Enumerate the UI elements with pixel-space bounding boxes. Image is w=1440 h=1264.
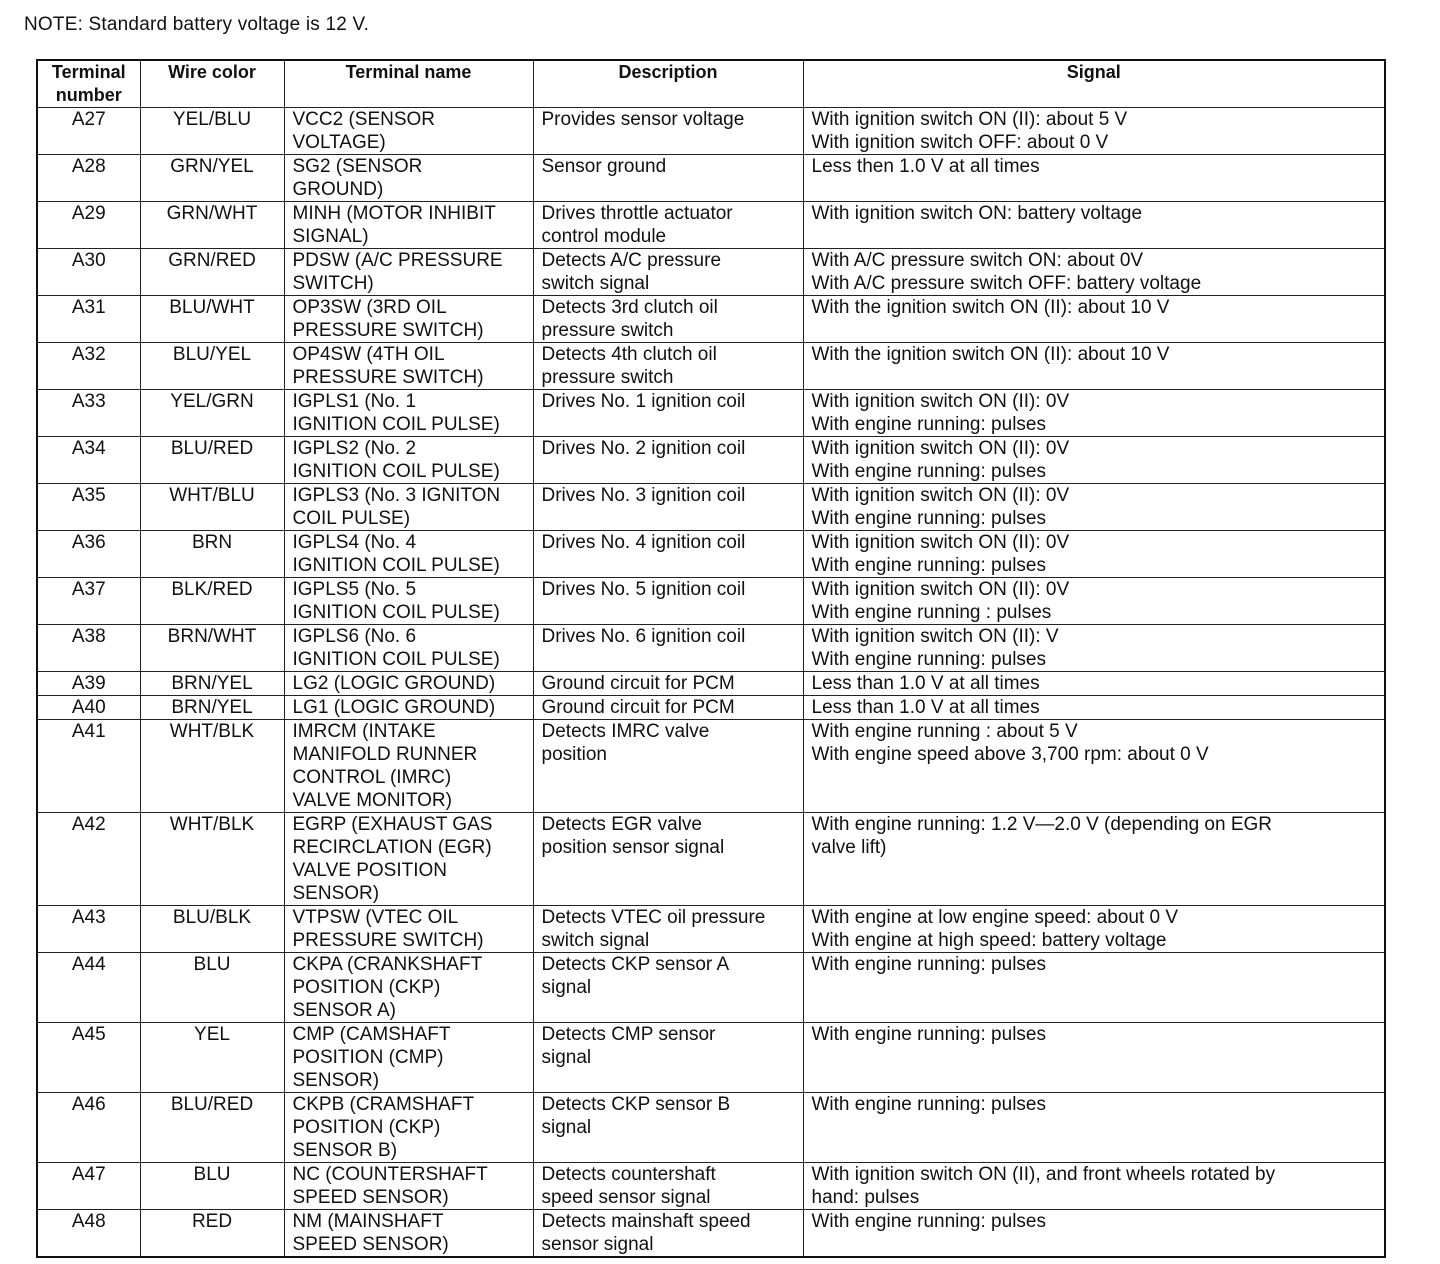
terminal-name-line: CONTROL (IMRC) [292,767,452,788]
description-line: Sensor ground [541,156,667,177]
description-line: Provides sensor voltage [541,109,745,130]
description-cell [533,720,803,813]
description-cell [533,696,803,720]
signal-line: With engine running: pulses [811,1024,1046,1045]
terminal-number-cell: A46 [37,1093,140,1163]
header-terminal-line-2: number [55,85,122,105]
signal-line: With engine running : about 5 V [811,721,1078,742]
table-row [37,813,1385,906]
terminal-name-line: VCC2 (SENSOR [292,109,436,130]
signal-line: With ignition switch ON (II), and front wheels rotated by [811,1164,1276,1185]
terminal-name-line: OP3SW (3RD OIL [292,297,447,318]
table-row [37,672,1385,696]
description-line: position [541,744,607,765]
signal-cell [803,1210,1385,1258]
terminal-name-cell [284,696,533,720]
description-line: switch signal [541,930,650,951]
signal-line: Less than 1.0 V at all times [811,697,1040,718]
description-cell [533,108,803,155]
terminal-number-cell: A44 [37,953,140,1023]
signal-line: With ignition switch ON (II): 0V [811,579,1070,600]
terminal-name-line: SPEED SENSOR) [292,1234,449,1255]
table-row [37,578,1385,625]
terminal-number-cell: A33 [37,390,140,437]
terminal-number-cell: A36 [37,531,140,578]
terminal-name-line: PDSW (A/C PRESSURE [292,250,503,271]
description-line: control module [541,226,667,247]
table-row [37,249,1385,296]
description-line: signal [541,977,592,998]
terminal-name-line: IGNITION COIL PULSE) [292,602,500,623]
header-wire-color: Wire color [140,60,284,108]
signal-cell [803,953,1385,1023]
table-row [37,343,1385,390]
table-row [37,484,1385,531]
signal-line: With ignition switch ON (II): 0V [811,532,1070,553]
signal-line: With engine at high speed: battery voltage [811,930,1167,951]
terminal-name-line: POSITION (CMP) [292,1047,444,1068]
terminal-name-cell [284,531,533,578]
terminal-name-cell [284,296,533,343]
signal-line: With A/C pressure switch ON: about 0V [811,250,1144,271]
terminal-number-cell: A27 [37,108,140,155]
description-cell [533,813,803,906]
description-cell [533,578,803,625]
wire-color-cell: BLU/WHT [140,296,284,343]
signal-cell [803,390,1385,437]
header-terminal-name: Terminal name [284,60,533,108]
terminal-name-cell [284,155,533,202]
table-row [37,296,1385,343]
wire-color-cell: BLU/BLK [140,906,284,953]
signal-line: With engine speed above 3,700 rpm: about 0 V [811,744,1209,765]
wire-color-cell: YEL/GRN [140,390,284,437]
header-signal: Signal [803,60,1385,108]
terminal-name-line: PRESSURE SWITCH) [292,367,484,388]
terminal-name-line: OP4SW (4TH OIL [292,344,445,365]
signal-line: With the ignition switch ON (II): about 10 V [811,344,1170,365]
signal-cell [803,249,1385,296]
description-line: Detects EGR valve [541,814,702,835]
signal-line: With ignition switch ON (II): 0V [811,391,1070,412]
terminal-name-line: VOLTAGE) [292,132,386,153]
table-row [37,906,1385,953]
terminal-name-line: IGPLS6 (No. 6 [292,626,417,647]
terminal-name-line: SENSOR A) [292,1000,396,1021]
signal-cell [803,625,1385,672]
signal-cell [803,531,1385,578]
terminal-name-line: NC (COUNTERSHAFT [292,1164,488,1185]
terminal-number-cell: A39 [37,672,140,696]
description-line: Detects CKP sensor A [541,954,730,975]
wire-color-cell: WHT/BLK [140,813,284,906]
wire-color-cell: BLU/YEL [140,343,284,390]
terminal-name-cell [284,390,533,437]
header-terminal-line-1: Terminal [51,62,126,82]
terminal-name-cell [284,672,533,696]
table-row [37,437,1385,484]
description-line: Drives No. 4 ignition coil [541,532,746,553]
table-row [37,1023,1385,1093]
table-row [37,1093,1385,1163]
terminal-number-cell: A42 [37,813,140,906]
terminal-name-line: IGPLS2 (No. 2 [292,438,417,459]
table-row [37,1210,1385,1258]
header-terminal-number [37,60,140,108]
signal-cell [803,720,1385,813]
terminal-number-cell: A37 [37,578,140,625]
terminal-number-cell: A48 [37,1210,140,1258]
terminal-number-cell: A43 [37,906,140,953]
terminal-number-cell: A28 [37,155,140,202]
terminal-name-cell [284,108,533,155]
description-line: pressure switch [541,320,674,341]
terminal-name-line: LG1 (LOGIC GROUND) [292,697,496,718]
terminal-number-cell: A31 [37,296,140,343]
signal-cell [803,1093,1385,1163]
terminal-name-cell [284,953,533,1023]
terminal-number-cell: A32 [37,343,140,390]
description-line: switch signal [541,273,650,294]
terminal-name-cell [284,906,533,953]
terminal-name-line: IGNITION COIL PULSE) [292,555,500,576]
signal-line: With A/C pressure switch OFF: battery voltage [811,273,1202,294]
terminal-name-line: IGPLS4 (No. 4 [292,532,417,553]
terminal-name-line: SIGNAL) [292,226,369,247]
description-line: Ground circuit for PCM [541,673,735,694]
terminal-name-line: IMRCM (INTAKE [292,721,436,742]
terminal-name-cell [284,202,533,249]
wire-color-cell: WHT/BLU [140,484,284,531]
terminal-name-line: GROUND) [292,179,384,200]
terminal-name-line: CKPB (CRAMSHAFT [292,1094,475,1115]
description-cell [533,202,803,249]
table-row [37,155,1385,202]
signal-line: With ignition switch ON (II): 0V [811,438,1070,459]
table-row [37,1163,1385,1210]
signal-line: With ignition switch ON (II): about 5 V [811,109,1128,130]
table-row [37,531,1385,578]
description-cell [533,155,803,202]
description-line: Detects CKP sensor B [541,1094,731,1115]
signal-line: With engine running: pulses [811,1211,1046,1232]
signal-cell [803,696,1385,720]
signal-line: valve lift) [811,837,887,858]
terminal-name-cell [284,1093,533,1163]
description-cell [533,1093,803,1163]
terminal-name-line: SG2 (SENSOR [292,156,423,177]
signal-cell [803,672,1385,696]
terminal-name-line: CKPA (CRANKSHAFT [292,954,483,975]
description-cell [533,906,803,953]
signal-cell [803,484,1385,531]
table-row [37,625,1385,672]
description-cell [533,484,803,531]
terminal-name-cell [284,1023,533,1093]
terminal-name-line: SWITCH) [292,273,374,294]
description-line: sensor signal [541,1234,654,1255]
terminal-name-line: RECIRCLATION (EGR) [292,837,492,858]
signal-line: With engine running: pulses [811,461,1046,482]
description-line: Detects CMP sensor [541,1024,716,1045]
wire-color-cell: RED [140,1210,284,1258]
signal-line: With ignition switch ON: battery voltage [811,203,1143,224]
terminal-table [36,59,1386,1258]
description-cell [533,437,803,484]
description-line: speed sensor signal [541,1187,711,1208]
wire-color-cell: GRN/RED [140,249,284,296]
table-body [37,108,1385,1258]
terminal-name-line: VALVE MONITOR) [292,790,452,811]
table-row [37,953,1385,1023]
wire-color-cell: BLU/RED [140,437,284,484]
table-row [37,720,1385,813]
terminal-number-cell: A41 [37,720,140,813]
wire-color-cell: BRN [140,531,284,578]
signal-cell [803,343,1385,390]
description-line: Detects 3rd clutch oil [541,297,718,318]
signal-line: With engine running: pulses [811,414,1046,435]
signal-line: With ignition switch ON (II): V [811,626,1059,647]
terminal-name-line: CMP (CAMSHAFT [292,1024,451,1045]
signal-line: With ignition switch ON (II): 0V [811,485,1070,506]
terminal-name-cell [284,343,533,390]
battery-voltage-note: NOTE: Standard battery voltage is 12 V. [24,14,370,35]
signal-line: With engine running: pulses [811,954,1046,975]
signal-cell [803,813,1385,906]
description-cell [533,249,803,296]
description-cell [533,953,803,1023]
description-cell [533,1023,803,1093]
description-line: signal [541,1117,592,1138]
table-header-row [37,60,1385,108]
signal-line: With engine running: pulses [811,555,1046,576]
description-line: Drives No. 3 ignition coil [541,485,746,506]
signal-line: With engine running : pulses [811,602,1052,623]
signal-line: With engine running: 1.2 V—2.0 V (depending on EGR [811,814,1273,835]
signal-cell [803,578,1385,625]
terminal-name-line: IGNITION COIL PULSE) [292,461,500,482]
description-line: Drives No. 6 ignition coil [541,626,746,647]
terminal-name-cell [284,625,533,672]
terminal-name-cell [284,249,533,296]
signal-line: hand: pulses [811,1187,920,1208]
signal-cell [803,202,1385,249]
terminal-number-cell: A29 [37,202,140,249]
description-cell [533,672,803,696]
description-cell [533,296,803,343]
header-description: Description [533,60,803,108]
signal-line: With engine running: pulses [811,508,1046,529]
terminal-name-line: IGNITION COIL PULSE) [292,649,500,670]
terminal-name-line: SPEED SENSOR) [292,1187,449,1208]
terminal-name-line: POSITION (CKP) [292,977,441,998]
signal-line: With engine running: pulses [811,649,1046,670]
terminal-name-line: PRESSURE SWITCH) [292,930,484,951]
terminal-number-cell: A30 [37,249,140,296]
terminal-name-cell [284,437,533,484]
terminal-name-cell [284,484,533,531]
terminal-name-line: IGPLS5 (No. 5 [292,579,417,600]
description-line: Detects VTEC oil pressure [541,907,766,928]
description-line: Ground circuit for PCM [541,697,735,718]
terminal-name-line: SENSOR) [292,883,380,904]
description-cell [533,625,803,672]
wire-color-cell: GRN/YEL [140,155,284,202]
table-row [37,696,1385,720]
terminal-name-line: IGNITION COIL PULSE) [292,414,500,435]
description-line: Drives No. 2 ignition coil [541,438,746,459]
description-cell [533,1210,803,1258]
terminal-name-cell [284,813,533,906]
signal-line: With engine at low engine speed: about 0 V [811,907,1179,928]
description-line: position sensor signal [541,837,725,858]
description-line: Drives No. 5 ignition coil [541,579,746,600]
description-line: Drives throttle actuator [541,203,733,224]
wire-color-cell: BRN/YEL [140,696,284,720]
terminal-name-line: VTPSW (VTEC OIL [292,907,459,928]
description-line: Detects mainshaft speed [541,1211,751,1232]
wire-color-cell: BRN/WHT [140,625,284,672]
signal-cell [803,296,1385,343]
terminal-name-line: MANIFOLD RUNNER [292,744,478,765]
description-line: Detects IMRC valve [541,721,710,742]
description-line: Drives No. 1 ignition coil [541,391,746,412]
wire-color-cell: BRN/YEL [140,672,284,696]
terminal-name-line: NM (MAINSHAFT [292,1211,444,1232]
terminal-name-line: VALVE POSITION [292,860,448,881]
terminal-name-cell [284,1210,533,1258]
terminal-name-line: PRESSURE SWITCH) [292,320,484,341]
terminal-name-line: SENSOR) [292,1070,380,1091]
description-cell [533,531,803,578]
terminal-name-line: POSITION (CKP) [292,1117,441,1138]
terminal-name-line: MINH (MOTOR INHIBIT [292,203,496,224]
terminal-name-cell [284,1163,533,1210]
terminal-number-cell: A40 [37,696,140,720]
wire-color-cell: WHT/BLK [140,720,284,813]
wire-color-cell: GRN/WHT [140,202,284,249]
description-cell [533,1163,803,1210]
signal-cell [803,906,1385,953]
terminal-name-line: LG2 (LOGIC GROUND) [292,673,496,694]
description-line: Detects A/C pressure [541,250,722,271]
wire-color-cell: BLK/RED [140,578,284,625]
description-line: pressure switch [541,367,674,388]
signal-cell [803,437,1385,484]
description-line: Detects countershaft [541,1164,716,1185]
signal-line: Less than 1.0 V at all times [811,673,1040,694]
terminal-name-line: COIL PULSE) [292,508,411,529]
wire-color-cell: BLU/RED [140,1093,284,1163]
description-line: Detects 4th clutch oil [541,344,717,365]
wire-color-cell: BLU [140,953,284,1023]
terminal-number-cell: A47 [37,1163,140,1210]
terminal-name-line: IGPLS1 (No. 1 [292,391,417,412]
terminal-name-line: SENSOR B) [292,1140,398,1161]
terminal-number-cell: A38 [37,625,140,672]
signal-cell [803,1023,1385,1093]
terminal-name-cell [284,578,533,625]
terminal-number-cell: A45 [37,1023,140,1093]
signal-cell [803,1163,1385,1210]
terminal-name-cell [284,720,533,813]
wire-color-cell: YEL [140,1023,284,1093]
signal-cell [803,155,1385,202]
signal-line: With engine running: pulses [811,1094,1046,1115]
description-cell [533,343,803,390]
table-row [37,390,1385,437]
signal-cell [803,108,1385,155]
table-row [37,108,1385,155]
description-line: signal [541,1047,592,1068]
signal-line: With ignition switch OFF: about 0 V [811,132,1109,153]
terminal-number-cell: A35 [37,484,140,531]
terminal-number-cell: A34 [37,437,140,484]
terminal-name-line: EGRP (EXHAUST GAS [292,814,493,835]
signal-line: Less then 1.0 V at all times [811,156,1040,177]
terminal-name-line: IGPLS3 (No. 3 IGNITON [292,485,501,506]
wire-color-cell: YEL/BLU [140,108,284,155]
wire-color-cell: BLU [140,1163,284,1210]
table-row [37,202,1385,249]
signal-line: With the ignition switch ON (II): about 10 V [811,297,1170,318]
description-cell [533,390,803,437]
